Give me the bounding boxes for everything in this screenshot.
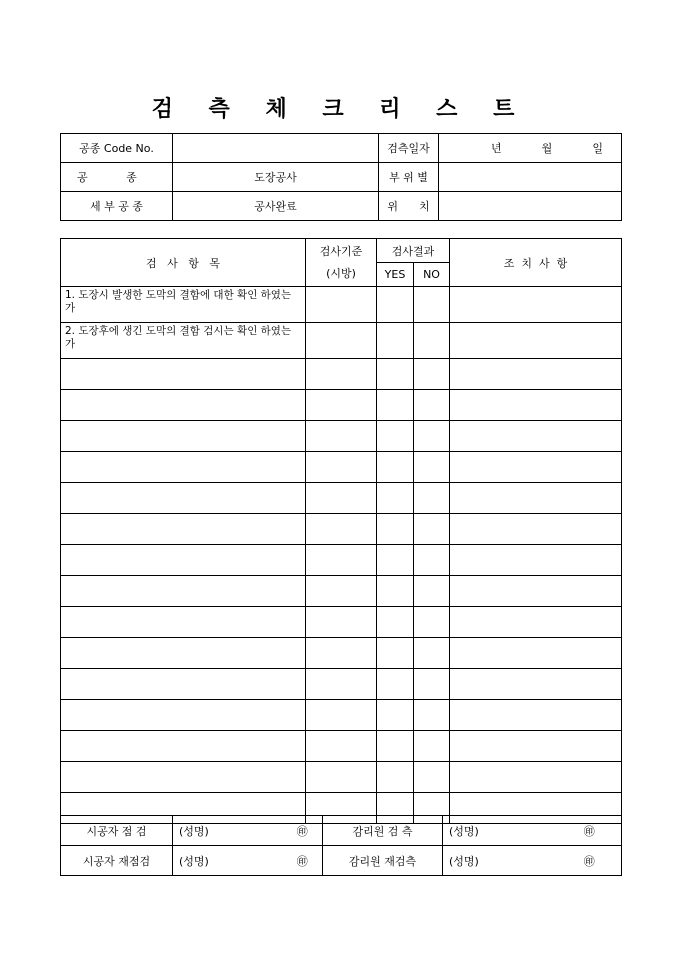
action-cell[interactable] [450,669,622,700]
empty-item[interactable] [61,359,306,390]
action-cell[interactable] [450,514,622,545]
action-cell[interactable] [450,452,622,483]
yes-cell[interactable] [377,576,414,607]
yes-cell[interactable] [377,607,414,638]
supervisor-reinspect-name[interactable]: (성명) [443,846,558,876]
standard-cell[interactable] [306,700,377,731]
yes-cell[interactable] [377,452,414,483]
action-cell[interactable] [450,731,622,762]
action-cell[interactable] [450,483,622,514]
no-cell[interactable] [414,323,450,359]
standard-cell[interactable] [306,545,377,576]
header-standard [306,239,377,287]
no-cell[interactable] [414,762,450,793]
year-label: 년 [491,142,502,155]
standard-cell[interactable] [306,287,377,323]
no-cell[interactable] [414,514,450,545]
yes-cell[interactable] [377,545,414,576]
page-title: 검 측 체 크 리 스 트 [151,96,529,122]
standard-cell[interactable] [306,390,377,421]
yes-cell[interactable] [377,700,414,731]
empty-item[interactable] [61,669,306,700]
no-cell[interactable] [414,576,450,607]
standard-cell[interactable] [306,638,377,669]
empty-item[interactable] [61,452,306,483]
no-cell[interactable] [414,287,450,323]
standard-cell[interactable] [306,731,377,762]
action-cell[interactable] [450,421,622,452]
action-cell[interactable] [450,762,622,793]
position-value[interactable] [439,192,622,221]
action-cell[interactable] [450,638,622,669]
header-action: 조 치 사 항 [450,239,622,287]
action-cell[interactable] [450,700,622,731]
no-cell[interactable] [414,452,450,483]
action-cell[interactable] [450,359,622,390]
supervisor-inspect-name[interactable]: (성명) [443,816,558,846]
yes-cell[interactable] [377,731,414,762]
detail-work-value[interactable]: 공사완료 [173,192,379,221]
location-detail-value[interactable] [439,163,622,192]
standard-cell[interactable] [306,359,377,390]
action-cell[interactable] [450,390,622,421]
contractor-reinspect-name[interactable]: (성명) [173,846,283,876]
standard-cell[interactable] [306,483,377,514]
no-cell[interactable] [414,731,450,762]
work-type-label [61,163,173,192]
action-cell[interactable] [450,576,622,607]
seal-icon: ㊞ [283,846,323,876]
yes-cell[interactable] [377,669,414,700]
inspection-date-value[interactable] [439,134,622,163]
yes-cell[interactable] [377,421,414,452]
seal-icon: ㊞ [283,816,323,846]
no-cell[interactable] [414,421,450,452]
standard-cell[interactable] [306,323,377,359]
inspection-date-label: 검측일자 [379,134,439,163]
detail-work-label: 세 부 공 종 [61,192,173,221]
seal-icon: ㊞ [558,816,622,846]
position-label: 위 치 [379,192,439,221]
empty-item[interactable] [61,576,306,607]
contractor-inspect-name[interactable]: (성명) [173,816,283,846]
contractor-reinspect-label: 시공자 재점검 [61,846,173,876]
no-cell[interactable] [414,359,450,390]
empty-item[interactable] [61,731,306,762]
supervisor-reinspect-label: 감리원 재검측 [323,846,443,876]
no-cell[interactable] [414,607,450,638]
action-cell[interactable] [450,287,622,323]
yes-cell[interactable] [377,323,414,359]
action-cell[interactable] [450,545,622,576]
standard-cell[interactable] [306,421,377,452]
no-cell[interactable] [414,700,450,731]
info-table [60,133,622,221]
standard-cell[interactable] [306,576,377,607]
yes-cell[interactable] [377,514,414,545]
header-no: NO [414,263,450,287]
header-items: 검 사 항 목 [61,239,306,287]
empty-item[interactable] [61,421,306,452]
yes-cell[interactable] [377,762,414,793]
standard-cell[interactable] [306,762,377,793]
no-cell[interactable] [414,669,450,700]
yes-cell[interactable] [377,359,414,390]
yes-cell[interactable] [377,638,414,669]
signature-table [60,815,622,876]
yes-cell[interactable] [377,390,414,421]
yes-cell[interactable] [377,287,414,323]
empty-item[interactable] [61,607,306,638]
no-cell[interactable] [414,545,450,576]
checklist-item: 1. 도장시 발생한 도막의 결함에 대한 확인 하였는가 [61,287,306,323]
code-value[interactable] [173,134,379,163]
empty-item[interactable] [61,390,306,421]
work-type-label-text: 공 종 [77,171,137,184]
header-standard-sub: (시방) [326,266,356,280]
action-cell[interactable] [450,607,622,638]
month-label: 월 [541,142,553,155]
standard-cell[interactable] [306,607,377,638]
seal-icon: ㊞ [558,846,622,876]
header-result: 검사결과 [377,239,450,263]
empty-item[interactable] [61,762,306,793]
yes-cell[interactable] [377,483,414,514]
checklist-table [60,238,622,824]
header-standard-text: 검사기준 [319,244,363,258]
empty-item[interactable] [61,638,306,669]
day-label: 일 [592,142,603,155]
no-cell[interactable] [414,638,450,669]
empty-item[interactable] [61,700,306,731]
no-cell[interactable] [414,390,450,421]
standard-cell[interactable] [306,669,377,700]
contractor-inspect-label: 시공자 점 검 [61,816,173,846]
header-yes: YES [377,263,414,287]
empty-item[interactable] [61,483,306,514]
checklist-item: 2. 도장후에 생긴 도막의 결함 검시는 확인 하였는가 [61,323,306,359]
empty-item[interactable] [61,545,306,576]
work-type-value[interactable]: 도장공사 [173,163,379,192]
code-label: 공종 Code No. [61,134,173,163]
standard-cell[interactable] [306,514,377,545]
action-cell[interactable] [450,323,622,359]
location-detail-label: 부 위 별 [379,163,439,192]
no-cell[interactable] [414,483,450,514]
supervisor-inspect-label: 감리원 검 측 [323,816,443,846]
standard-cell[interactable] [306,452,377,483]
empty-item[interactable] [61,514,306,545]
